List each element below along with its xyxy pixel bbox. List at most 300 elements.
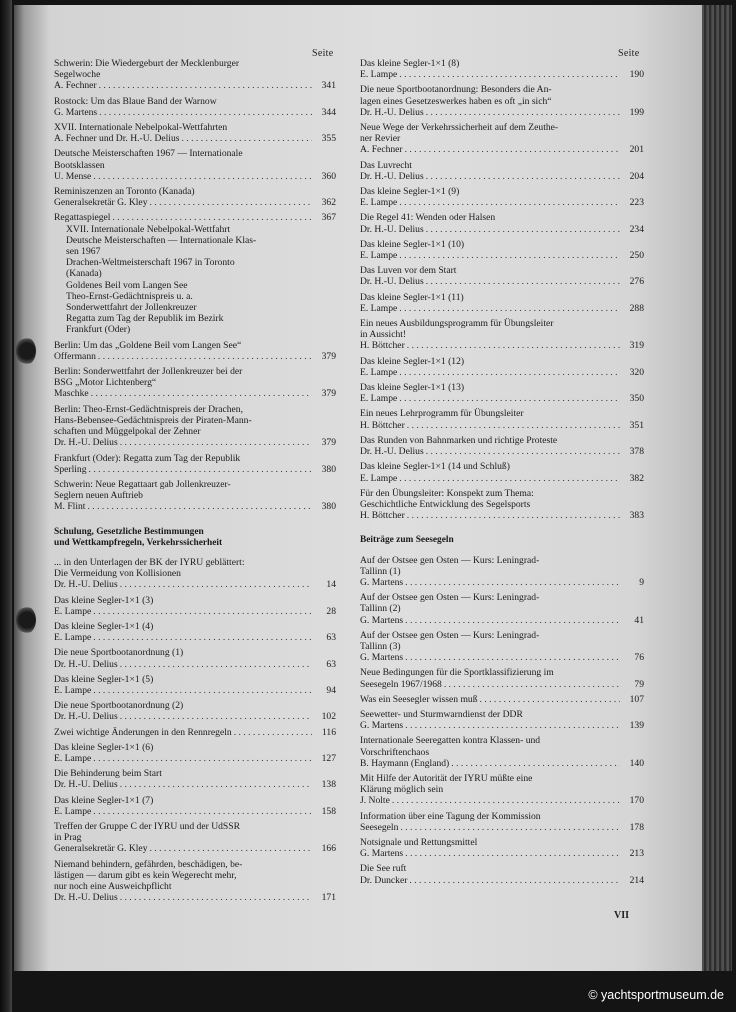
entry-page-number: 127	[321, 752, 336, 764]
entry-title-line: Die Vermeidung von Kollisionen	[54, 568, 181, 580]
entry-page-number: 223	[629, 197, 644, 209]
entry-title-line: Das kleine Segler-1×1 (14 und Schluß)	[360, 461, 510, 473]
entry-author-row	[54, 753, 336, 764]
watermark: © yachtsportmuseum.de	[588, 988, 724, 1002]
entry-title-line: Die Regel 41: Wenden oder Halsen	[360, 212, 496, 224]
entry-title-line: Das kleine Segler-1×1 (8)	[360, 58, 460, 69]
dot-leader	[399, 473, 620, 484]
entry-author: G. Martens	[54, 106, 98, 118]
entry-page-number: 355	[321, 133, 336, 145]
entry-page-number: 63	[326, 632, 336, 644]
entry-page-number: 319	[629, 340, 644, 352]
dot-leader	[426, 446, 620, 457]
entry-page-number: 382	[629, 472, 644, 484]
entry-author: M. Flint	[54, 501, 86, 513]
entry-page-number: 344	[321, 106, 336, 118]
entry-author-row	[360, 303, 644, 314]
dot-leader	[399, 303, 620, 314]
entry-page-number: 116	[321, 726, 336, 738]
entry-title-line: Klärung möglich sein	[360, 784, 444, 796]
entry-title-line: in Prag	[54, 832, 82, 844]
entry-title-line: Schwerin: Neue Regattaart gab Jollenkreuzer-	[54, 478, 231, 490]
entry-author-row	[54, 727, 336, 738]
dot-leader	[405, 577, 620, 588]
entry-author-row	[360, 446, 644, 457]
entry-title-line: Information über eine Tagung der Kommission	[360, 810, 541, 822]
dot-leader	[399, 250, 620, 261]
entry-author-row	[360, 144, 644, 155]
entry-title-line: Internationale Seeregatten kontra Klassen- und	[360, 735, 541, 747]
toc-entry	[54, 340, 336, 362]
entry-page-number: 107	[629, 693, 644, 705]
entry-author: Dr. H.-U. Delius	[360, 276, 424, 288]
entry-page-number: 351	[629, 419, 644, 431]
entry-page-number: 350	[629, 393, 644, 405]
toc-entry	[360, 239, 644, 261]
toc-entry	[360, 84, 644, 118]
entry-author-row	[54, 711, 336, 722]
entry-author-row	[54, 107, 336, 118]
entry-author: Dr. H.-U. Delius	[360, 170, 424, 182]
dot-leader	[93, 171, 312, 182]
entry-title-line: Segelwoche	[54, 69, 101, 81]
entry-author: G. Martens	[360, 720, 404, 732]
entry-page-number: 288	[629, 302, 644, 314]
entry-title-line: Ein neues Lehrprogramm für Übungsleiter	[360, 408, 524, 420]
entry-author: Offermann	[54, 350, 96, 362]
entry-author-row	[360, 615, 644, 626]
toc-entry	[54, 647, 336, 669]
entry-page-number: 102	[321, 711, 336, 723]
toc-entry	[360, 292, 644, 314]
entry-author-row	[360, 420, 644, 431]
entry-title-line: Neue Wege der Verkehrssicherheit auf dem Zeuthe-	[360, 122, 559, 134]
toc-entry	[360, 408, 644, 430]
entry-page-number: 341	[321, 80, 336, 92]
entry-page-number: 380	[321, 463, 336, 475]
toc-entry	[360, 488, 644, 522]
entry-author: H. Böttcher	[360, 340, 405, 352]
toc-entry	[360, 160, 644, 182]
entry-author: Dr. H.-U. Delius	[54, 711, 118, 723]
toc-entry	[360, 709, 644, 731]
dot-leader	[99, 80, 312, 91]
entry-author-row	[360, 340, 644, 351]
entry-title-line: Die neue Sportbootanordnung: Besonders die An-	[360, 84, 552, 96]
entry-author-row	[360, 694, 644, 705]
dot-leader	[407, 420, 620, 431]
entry-title-line: Die neue Sportbootanordnung (2)	[54, 700, 184, 712]
entry-title-line: lästigen — darum gibt es kein Wegerecht mehr,	[54, 869, 237, 881]
entry-page-number: 362	[321, 197, 336, 209]
toc-entry	[54, 96, 336, 118]
dot-leader	[150, 197, 313, 208]
dot-leader	[392, 795, 620, 806]
regattaspiegel-item: Deutsche Meisterschaften — Internationale Klas-	[66, 234, 257, 246]
entry-author: E. Lampe	[360, 302, 398, 314]
toc-entry	[360, 265, 644, 287]
entry-page-number: 380	[321, 501, 336, 513]
regattaspiegel-item: sen 1967	[66, 246, 101, 258]
entry-author: Dr. H.-U. Delius	[54, 437, 118, 449]
entry-page-number: 166	[321, 843, 336, 855]
entry-title-line: Ein neues Ausbildungsprogramm für Übungsleiter	[360, 318, 554, 330]
dot-leader	[426, 224, 620, 235]
dot-leader	[405, 652, 620, 663]
entry-author-row	[54, 80, 336, 91]
entry-author-row	[54, 806, 336, 817]
entry-page-number: 379	[321, 350, 336, 362]
entry-author-row	[360, 276, 644, 287]
entry-author-row	[54, 632, 336, 643]
dot-leader	[112, 212, 312, 223]
entry-page-number: 379	[321, 437, 336, 449]
entry-title-line: Seewetter- und Sturmwarndienst der DDR	[360, 708, 523, 720]
entry-title-line: Notsignale und Rettungsmittel	[360, 836, 478, 848]
entry-page-number: 360	[321, 170, 336, 182]
entry-author-row	[360, 510, 644, 521]
dot-leader	[120, 437, 312, 448]
entry-page-number: 190	[629, 69, 644, 81]
entry-page-number: 79	[634, 678, 644, 690]
dot-leader	[98, 351, 312, 362]
entry-author-row	[54, 351, 336, 362]
entry-author: H. Böttcher	[360, 510, 405, 522]
entry-author-row	[54, 171, 336, 182]
entry-title-line: Das kleine Segler-1×1 (7)	[54, 794, 154, 806]
entry-title-line: Für den Übungsleiter: Konspekt zum Thema:	[360, 487, 534, 499]
entry-page-number: 320	[629, 366, 644, 378]
entry-author-row	[360, 577, 644, 588]
entry-title-line: Das kleine Segler-1×1 (5)	[54, 673, 154, 685]
toc-entry	[54, 795, 336, 817]
entry-page-number: 28	[326, 605, 336, 617]
entry-author: B. Haymann (England)	[360, 757, 450, 769]
entry-title-line: Tallinn (2)	[360, 603, 401, 615]
dot-leader	[444, 679, 620, 690]
toc-entry	[360, 811, 644, 833]
entry-page-number: 213	[629, 848, 644, 860]
entry-author: Generalsekretär G. Kley	[54, 197, 148, 209]
dot-leader	[426, 171, 620, 182]
toc-left-column	[54, 58, 336, 907]
entry-title-line: Auf der Ostsee gen Osten — Kurs: Leningrad-	[360, 629, 540, 641]
entry-author-row	[360, 171, 644, 182]
entry-author-row	[54, 579, 336, 590]
entry-title-line: Das kleine Segler-1×1 (12)	[360, 355, 465, 367]
regattaspiegel-item: XVII. Internationale Nebelpokal-Wettfahrt	[66, 223, 231, 235]
entry-author: Dr. H.-U. Delius	[360, 446, 424, 458]
dot-leader	[89, 464, 312, 475]
entry-author: J. Nolte	[360, 795, 390, 807]
entry-author-row	[360, 679, 644, 690]
entry-author: A. Fechner	[54, 80, 97, 92]
entry-title-line: Auf der Ostsee gen Osten — Kurs: Leningrad-	[360, 592, 540, 604]
entry-title-line: ... in den Unterlagen der BK der IYRU geblättert:	[54, 556, 245, 568]
toc-entry	[54, 58, 336, 92]
toc-entry	[54, 621, 336, 643]
toc-entry	[54, 404, 336, 449]
toc-entry	[54, 742, 336, 764]
entry-author: G. Martens	[360, 576, 404, 588]
entry-author: H. Böttcher	[360, 419, 405, 431]
regattaspiegel-item: Sonderwettfahrt der Jollenkreuzer	[66, 302, 197, 314]
entry-author-row	[54, 892, 336, 903]
toc-entry	[54, 674, 336, 696]
toc-entry	[360, 461, 644, 483]
toc-entry	[360, 667, 644, 689]
entry-title-line: lagen eines Gesetzeswerkes haben es oft „in sich“	[360, 95, 552, 107]
dot-leader	[93, 632, 312, 643]
dot-leader	[120, 579, 312, 590]
entry-page-number: 14	[326, 579, 336, 591]
toc-entry	[360, 863, 644, 885]
entry-page-number: 199	[629, 106, 644, 118]
toc-entry	[54, 557, 336, 591]
section-heading-line: und Wettkampfregeln, Verkehrssicherheit	[54, 537, 223, 548]
entry-page-number: 158	[321, 805, 336, 817]
page-folio: VII	[614, 910, 630, 921]
entry-page-number: 63	[326, 658, 336, 670]
entry-page-number: 204	[629, 170, 644, 182]
dot-leader	[407, 340, 620, 351]
entry-title-line: Tallinn (1)	[360, 565, 401, 577]
entry-author: G. Martens	[360, 614, 404, 626]
entry-title-line: Das kleine Segler-1×1 (10)	[360, 238, 465, 250]
entry-title-line: Das Runden von Bahnmarken und richtige Proteste	[360, 434, 558, 446]
book-binding	[0, 0, 12, 1012]
toc-entry	[360, 630, 644, 664]
entry-page-number: 250	[629, 250, 644, 262]
seite-label-left: Seite	[312, 48, 334, 59]
toc-entry	[54, 186, 336, 208]
entry-author: Dr. H.-U. Delius	[54, 892, 118, 904]
entry-page-number: 94	[326, 684, 336, 696]
entry-title-line: Niemand behindern, gefährden, beschädigen, be-	[54, 858, 243, 870]
entry-author: E. Lampe	[54, 632, 92, 644]
section-heading-schulung	[54, 527, 336, 549]
regattaspiegel-page: 367	[321, 212, 336, 224]
entry-author: Generalsekretär G. Kley	[54, 843, 148, 855]
entry-author-row	[360, 69, 644, 80]
entry-author-row	[360, 473, 644, 484]
entry-title-line: Das kleine Segler-1×1 (9)	[360, 186, 460, 198]
dot-leader	[405, 720, 620, 731]
entry-title-line: Deutsche Meisterschaften 1967 — Internationale	[54, 148, 243, 160]
entry-title-line: Das kleine Segler-1×1 (6)	[54, 741, 154, 753]
dot-leader	[480, 694, 620, 705]
entry-title-line: Reminiszenzen an Toronto (Kanada)	[54, 186, 195, 198]
entry-title-line: Die Behinderung beim Start	[54, 768, 162, 780]
entry-author: E. Lampe	[360, 197, 398, 209]
entry-author: Dr. H.-U. Delius	[360, 223, 424, 235]
entry-title-line: Bootsklassen	[54, 159, 105, 171]
toc-entry	[360, 382, 644, 404]
entry-author-row	[360, 393, 644, 404]
dot-leader	[399, 367, 620, 378]
dot-leader	[93, 806, 312, 817]
entry-page-number: 76	[634, 652, 644, 664]
regattaspiegel-row	[54, 212, 336, 223]
dot-leader	[99, 107, 312, 118]
toc-entry	[360, 122, 644, 156]
entry-title-line: Das Luven vor dem Start	[360, 265, 457, 277]
toc-entry	[54, 122, 336, 144]
entry-author-row	[360, 848, 644, 859]
entry-page-number: 234	[629, 223, 644, 235]
entry-page-number: 171	[321, 892, 336, 904]
entry-author-row	[360, 822, 644, 833]
entry-author: E. Lampe	[360, 250, 398, 262]
entry-page-number: 170	[629, 795, 644, 807]
dot-leader	[400, 822, 620, 833]
entry-title-line: ner Revier	[360, 133, 401, 145]
entry-author: E. Lampe	[54, 752, 92, 764]
entry-title-line: Neue Bedingungen für die Sportklassifizierung im	[360, 667, 554, 679]
entry-page-number: 178	[629, 821, 644, 833]
regattaspiegel-item: Frankfurt (Oder)	[66, 324, 131, 336]
toc-entry	[360, 356, 644, 378]
toc-entry	[54, 148, 336, 182]
punch-hole	[16, 337, 36, 365]
entry-title-line: Berlin: Um das „Goldene Beil vom Langen See“	[54, 339, 242, 351]
entry-title-line: XVII. Internationale Nebelpokal-Wettfahrten	[54, 122, 228, 134]
entry-author: Dr. H.-U. Delius	[360, 106, 424, 118]
toc-entry	[360, 735, 644, 769]
entry-author-row	[54, 685, 336, 696]
entry-page-number: 138	[321, 779, 336, 791]
entry-author: Seesegeln	[360, 821, 399, 833]
dot-leader	[234, 727, 312, 738]
entry-page-number: 41	[634, 614, 644, 626]
entry-title-line: Treffen der Gruppe C der IYRU und der UdSSR	[54, 820, 240, 832]
dot-leader	[409, 875, 620, 886]
entry-title-line: Berlin: Sonderwettfahrt der Jollenkreuzer bei der	[54, 366, 243, 378]
seite-label-right: Seite	[618, 48, 640, 59]
entry-author: E. Lampe	[360, 472, 398, 484]
entry-title-line: Die neue Sportbootanordnung (1)	[54, 647, 184, 659]
entry-author-row	[360, 652, 644, 663]
toc-entry	[54, 479, 336, 513]
entry-author-row	[54, 606, 336, 617]
entry-title-line: Schwerin: Die Wiedergeburt der Mecklenburger	[54, 58, 240, 69]
entry-author-row	[360, 795, 644, 806]
regattaspiegel-item: Theo-Ernst-Gedächtnispreis u. a.	[66, 290, 193, 302]
dot-leader	[93, 753, 312, 764]
entry-page-number: 276	[629, 276, 644, 288]
toc-entry	[54, 859, 336, 904]
entry-page-number: 214	[629, 874, 644, 886]
regattaspiegel-title: Regattaspiegel	[54, 212, 111, 224]
entry-title-line: Das kleine Segler-1×1 (11)	[360, 291, 464, 303]
entry-author: G. Martens	[360, 848, 404, 860]
entry-title-line: Tallinn (3)	[360, 640, 401, 652]
entry-title-line: Hans-Bebensee-Gedächtnispreis der Piraten-Mann-	[54, 414, 252, 426]
entry-author-row	[54, 501, 336, 512]
entry-author-row	[360, 250, 644, 261]
entry-title-line: Frankfurt (Oder): Regatta zum Tag der Republik	[54, 452, 241, 464]
dot-leader	[405, 615, 620, 626]
toc-entry	[360, 837, 644, 859]
entry-author: Zwei wichtige Änderungen in den Rennregeln	[54, 726, 232, 738]
punch-hole	[16, 606, 36, 634]
toc-entry	[54, 453, 336, 475]
toc-entry	[360, 435, 644, 457]
entry-author: U. Mense	[54, 170, 92, 182]
entry-author-row	[360, 107, 644, 118]
entry-title-line: in Aussicht!	[360, 329, 407, 341]
entry-author-row	[54, 133, 336, 144]
toc-entry	[360, 318, 644, 352]
entry-title-line: Rostock: Um das Blaue Band der Warnow	[54, 95, 217, 107]
entry-page-number: 379	[321, 388, 336, 400]
entry-author-row	[360, 875, 644, 886]
entry-author: G. Martens	[360, 652, 404, 664]
entry-author: E. Lampe	[54, 805, 92, 817]
dot-leader	[120, 779, 312, 790]
entry-author-row	[54, 843, 336, 854]
entry-author: A. Fechner und Dr. H.-U. Delius	[54, 133, 180, 145]
entry-author: E. Lampe	[360, 393, 398, 405]
dot-leader	[399, 393, 620, 404]
dot-leader	[399, 69, 620, 80]
entry-page-number: 139	[629, 720, 644, 732]
regattaspiegel-item: Regatta zum Tag der Republik im Bezirk	[66, 313, 224, 325]
toc-entry	[54, 595, 336, 617]
entry-title-line: Seglern neuen Auftrieb	[54, 490, 143, 502]
regattaspiegel-item: Goldenes Beil vom Langen See	[66, 279, 188, 291]
entry-author-row	[360, 758, 644, 769]
toc-entry	[360, 58, 644, 80]
entry-title-line: Berlin: Theo-Ernst-Gedächtnispreis der Drachen,	[54, 403, 243, 415]
section-heading-line: Schulung, Gesetzliche Bestimmungen	[54, 526, 204, 537]
entry-title-line: Das kleine Segler-1×1 (3)	[54, 594, 154, 606]
entry-author-row	[360, 367, 644, 378]
dot-leader	[120, 659, 312, 670]
entry-author: Maschke	[54, 388, 89, 400]
entry-page-number: 9	[639, 576, 644, 588]
entry-title-line: schaften und Müggelpokal der Zehner	[54, 426, 201, 438]
entry-title-line: nur noch eine Ausweichpflicht	[54, 881, 172, 892]
section-heading-seesegeln: Beiträge zum Seesegeln	[360, 535, 454, 546]
entry-author-row	[54, 464, 336, 475]
toc-entry	[54, 366, 336, 400]
entry-title-line: Das Luvrecht	[360, 159, 412, 171]
entry-title-line: Das kleine Segler-1×1 (13)	[360, 382, 465, 394]
entry-page-number: 201	[629, 144, 644, 156]
entry-page-number: 140	[629, 757, 644, 769]
dot-leader	[150, 843, 313, 854]
dot-leader	[120, 711, 312, 722]
entry-author: E. Lampe	[360, 366, 398, 378]
entry-title-line: Vorschriftenchaos	[360, 746, 430, 758]
dot-leader	[93, 685, 312, 696]
entry-author: Sperling	[54, 463, 87, 475]
entry-title-line: Das kleine Segler-1×1 (4)	[54, 620, 154, 632]
entry-author: E. Lampe	[54, 684, 92, 696]
regattaspiegel-entry	[54, 212, 336, 335]
entry-author-row	[360, 224, 644, 235]
entry-author: Dr. H.-U. Delius	[54, 658, 118, 670]
entry-author: Dr. Duncker	[360, 874, 408, 886]
entry-author: E. Lampe	[360, 69, 398, 81]
dot-leader	[426, 107, 620, 118]
dot-leader	[426, 276, 620, 287]
toc-entry	[360, 186, 644, 208]
entry-title-line: BSG „Motor Lichtenberg“	[54, 377, 157, 389]
dot-leader	[91, 388, 312, 399]
entry-title-line: Mit Hilfe der Autorität der IYRU müßte eine	[360, 772, 533, 784]
